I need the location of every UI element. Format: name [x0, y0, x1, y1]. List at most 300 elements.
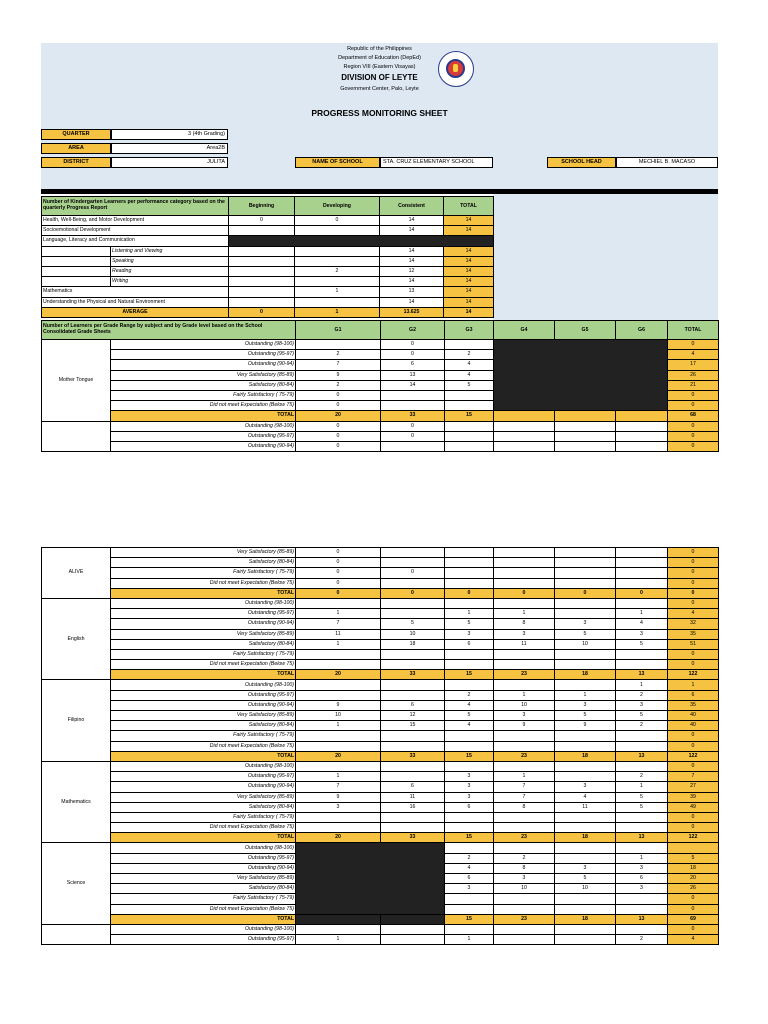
grade-cell: 15 — [445, 670, 494, 680]
grade-cell: 7 — [296, 360, 381, 370]
grade-row — [42, 431, 719, 441]
grade-row — [42, 782, 719, 792]
grade-total-cell: 0 — [668, 340, 719, 350]
kinder-cell — [229, 287, 295, 297]
grade-cell — [616, 411, 668, 421]
grade-cell: 0 — [296, 431, 381, 441]
kinder-row-spacer — [42, 256, 111, 266]
grade-total-cell: 0 — [668, 731, 719, 741]
grade-range-label: Very Satisfactory (85-89) — [111, 792, 296, 802]
grade-total-cell: 122 — [668, 833, 719, 843]
grade-cell: 3 — [616, 863, 668, 873]
grade-row — [42, 924, 719, 934]
grade-cell: 5 — [445, 619, 494, 629]
grade-cell — [616, 660, 668, 670]
kinder-row — [42, 216, 494, 226]
grade-cell — [381, 649, 445, 659]
grade-cell: 11 — [494, 639, 555, 649]
grade-cell: 20 — [296, 670, 381, 680]
grade-range-label: Outstanding (98-100) — [111, 340, 296, 350]
grade-range-label: Outstanding (90-94) — [111, 619, 296, 629]
grade-cell — [616, 904, 668, 914]
grade-cell — [445, 548, 494, 558]
grade-cell: 15 — [381, 721, 445, 731]
kinder-row-label: Language, Literacy and Communication — [42, 236, 229, 246]
grade-cell — [616, 843, 668, 853]
grade-cell: 11 — [381, 792, 445, 802]
grade-cell: 1 — [616, 782, 668, 792]
grade-cell — [296, 812, 381, 822]
grade-cell: 4 — [555, 792, 616, 802]
grade-range-label: Satisfactory (80-84) — [111, 380, 296, 390]
grade-cell: 4 — [445, 360, 494, 370]
grade-total-row — [42, 914, 719, 924]
grade-total-cell: 26 — [668, 884, 719, 894]
grade-cell — [616, 558, 668, 568]
grade-cell: 2 — [494, 853, 555, 863]
grade-row — [42, 629, 719, 639]
grade-cell — [445, 578, 494, 588]
grade-cell — [616, 894, 668, 904]
grade-cell — [296, 340, 381, 350]
kinder-cell — [229, 266, 295, 276]
grade-range-label: Fairly Satisfactory ( 75-79) — [111, 390, 296, 400]
grade-cell: 0 — [296, 548, 381, 558]
grade-row — [42, 619, 719, 629]
grade-cell — [555, 649, 616, 659]
average-cell: 13.625 — [380, 307, 444, 317]
grade-cell: 5 — [616, 639, 668, 649]
grade-range-label: Very Satisfactory (85-89) — [111, 370, 296, 380]
grade-total-cell: 0 — [668, 904, 719, 914]
grade-cell: 3 — [494, 874, 555, 884]
grade-range-label: Fairly Satisfactory ( 75-79) — [111, 649, 296, 659]
kinder-row-label: Understanding the Physical and Natural Environment — [42, 297, 229, 307]
kinder-row — [42, 246, 494, 256]
grade-cell — [381, 680, 445, 690]
grade-cell — [555, 578, 616, 588]
grade-cell: 0 — [296, 421, 381, 431]
grade-cell — [445, 761, 494, 771]
grade-range-label: Outstanding (98-100) — [111, 843, 296, 853]
average-label: AVERAGE — [42, 307, 229, 317]
grade-cell: 13 — [616, 833, 668, 843]
kinder-row — [42, 226, 494, 236]
grade-cell: 3 — [555, 863, 616, 873]
grade-cell: 2 — [445, 853, 494, 863]
grade-cell: 1 — [494, 772, 555, 782]
grade-cell: 0 — [296, 401, 381, 411]
grade-total-cell: 69 — [668, 914, 719, 924]
grade-range-label: Outstanding (90-94) — [111, 863, 296, 873]
grade-total-cell: 0 — [668, 401, 719, 411]
grade-cell: 8 — [494, 863, 555, 873]
grade-cell: 3 — [555, 619, 616, 629]
grade-cell — [555, 853, 616, 863]
kinder-cell — [295, 297, 380, 307]
grade-total-cell: 18 — [668, 863, 719, 873]
grade-cell: 14 — [381, 380, 445, 390]
grade-range-label: Did not meet Expectation (Below 75) — [111, 401, 296, 411]
kinder-cell: 2 — [295, 266, 380, 276]
grade-cell — [494, 680, 555, 690]
grade-cell — [494, 441, 555, 451]
grade-range-label: Did not meet Expectation (Below 75) — [111, 660, 296, 670]
grade-total-cell: 0 — [668, 660, 719, 670]
subject-name: Filipino — [42, 680, 111, 762]
grade-cell — [296, 741, 381, 751]
grade-row — [42, 802, 719, 812]
grade-cell — [296, 680, 381, 690]
blackout-cell — [381, 914, 445, 924]
grade-total-cell: 35 — [668, 700, 719, 710]
kinder-cell — [229, 297, 295, 307]
grade-row — [42, 792, 719, 802]
grade-cell: 3 — [445, 629, 494, 639]
grade-total-cell: 0 — [668, 823, 719, 833]
grade-cell: 33 — [381, 751, 445, 761]
total-label: TOTAL — [111, 588, 296, 598]
grade-total-cell: 7 — [668, 772, 719, 782]
grade-cell — [445, 568, 494, 578]
grade-cell — [555, 731, 616, 741]
grades-table-bottom — [41, 547, 719, 945]
total-label: TOTAL — [111, 833, 296, 843]
grade-cell — [445, 894, 494, 904]
grade-cell: 3 — [555, 782, 616, 792]
grade-cell — [616, 578, 668, 588]
grade-row — [42, 843, 719, 853]
grade-total-cell: 1 — [668, 680, 719, 690]
grade-total-cell: 39 — [668, 792, 719, 802]
grade-total-row — [42, 833, 719, 843]
grade-cell — [445, 924, 494, 934]
grade-cell — [296, 598, 381, 608]
grade-range-label: Did not meet Expectation (Below 75) — [111, 823, 296, 833]
kinder-row — [42, 236, 494, 246]
grade-cell — [445, 401, 494, 411]
grade-range-label: Outstanding (95-97) — [111, 690, 296, 700]
grade-cell — [494, 558, 555, 568]
grade-cell: 23 — [494, 833, 555, 843]
grade-cell — [555, 598, 616, 608]
kinder-title: Number of Kindergarten Learners per performance category based on the quarterly Progress Report — [42, 197, 229, 216]
grade-cell — [494, 731, 555, 741]
grade-cell — [555, 741, 616, 751]
grade-cell — [555, 935, 616, 945]
grade-cell: 0 — [296, 441, 381, 451]
kinder-cell: 14 — [444, 256, 494, 266]
grade-cell — [616, 548, 668, 558]
grade-total-row — [42, 751, 719, 761]
grade-cell: 33 — [381, 833, 445, 843]
grade-cell — [445, 558, 494, 568]
grade-range-label: Outstanding (90-94) — [111, 782, 296, 792]
grade-cell: 2 — [616, 935, 668, 945]
kinder-row-label: Speaking — [111, 256, 229, 266]
grade-range-label: Outstanding (95-97) — [111, 350, 296, 360]
grade-cell — [555, 660, 616, 670]
col-consistent: Consistent — [380, 197, 444, 216]
grade-total-cell: 5 — [668, 853, 719, 863]
grade-cell: 0 — [616, 588, 668, 598]
kinder-cell — [229, 226, 295, 236]
grade-cell: 1 — [445, 935, 494, 945]
kinder-row — [42, 266, 494, 276]
kinder-cell — [295, 246, 380, 256]
kinder-cell: 13 — [380, 287, 444, 297]
blackout-cell — [229, 236, 494, 246]
grade-cell: 18 — [555, 670, 616, 680]
grade-row — [42, 578, 719, 588]
grade-cell — [494, 421, 555, 431]
grade-total-cell: 20 — [668, 874, 719, 884]
grade-cell — [616, 649, 668, 659]
blackout-cell — [296, 914, 381, 924]
grade-cell: 15 — [445, 751, 494, 761]
district-label: DISTRICT — [41, 157, 111, 168]
grade-cell: 0 — [381, 588, 445, 598]
grade-cell — [494, 823, 555, 833]
total-label: TOTAL — [111, 670, 296, 680]
grade-cell — [616, 731, 668, 741]
grade-cell: 0 — [445, 588, 494, 598]
kinder-cell: 14 — [444, 277, 494, 287]
grade-cell: 0 — [555, 588, 616, 598]
kinder-cell: 1 — [295, 287, 380, 297]
grade-cell — [494, 411, 555, 421]
grade-total-cell: 32 — [668, 619, 719, 629]
grade-cell: 6 — [381, 700, 445, 710]
grade-total-cell: 0 — [668, 761, 719, 771]
grade-cell: 15 — [445, 411, 494, 421]
grade-cell: 5 — [616, 802, 668, 812]
grade-cell — [494, 924, 555, 934]
grade-cell — [445, 843, 494, 853]
col-developing: Developing — [295, 197, 380, 216]
grade-cell: 12 — [381, 711, 445, 721]
grade-range-label: Very Satisfactory (85-89) — [111, 548, 296, 558]
col-g6: G6 — [616, 321, 668, 340]
grade-cell: 4 — [616, 619, 668, 629]
grade-cell — [494, 548, 555, 558]
grade-cell — [616, 741, 668, 751]
grade-total-cell: 4 — [668, 609, 719, 619]
grade-range-label: Fairly Satisfactory ( 75-79) — [111, 731, 296, 741]
kinder-row-label: Listening and Viewing — [111, 246, 229, 256]
grade-cell: 1 — [555, 690, 616, 700]
grade-range-label: Outstanding (98-100) — [111, 761, 296, 771]
grade-row — [42, 721, 719, 731]
grade-total-cell: 0 — [668, 558, 719, 568]
grade-cell: 8 — [494, 619, 555, 629]
school-head-value: MECHIEL B. MACASO — [616, 157, 718, 168]
grade-cell: 2 — [296, 380, 381, 390]
grade-cell — [445, 680, 494, 690]
grade-cell: 7 — [494, 792, 555, 802]
grade-range-label: Outstanding (95-97) — [111, 431, 296, 441]
grade-cell — [555, 761, 616, 771]
kinder-row-label: Writing — [111, 277, 229, 287]
grade-range-label: Satisfactory (80-84) — [111, 802, 296, 812]
subject-name: Mother Tongue — [42, 340, 111, 422]
grade-cell — [616, 431, 668, 441]
grade-total-row — [42, 411, 719, 421]
grade-cell — [445, 731, 494, 741]
grade-cell — [381, 761, 445, 771]
grade-row — [42, 649, 719, 659]
grade-total-cell: 0 — [668, 924, 719, 934]
school-head-label: SCHOOL HEAD — [547, 157, 616, 168]
district-value: JULITA — [111, 157, 228, 168]
grade-row — [42, 761, 719, 771]
area-value: Area2B — [111, 143, 228, 154]
grade-total-cell: 68 — [668, 411, 719, 421]
grade-total-cell: 0 — [668, 421, 719, 431]
grade-row — [42, 823, 719, 833]
grade-total-cell: 6 — [668, 690, 719, 700]
grade-cell: 0 — [296, 558, 381, 568]
grade-cell: 2 — [296, 350, 381, 360]
grade-cell: 10 — [381, 629, 445, 639]
grade-cell: 0 — [494, 588, 555, 598]
col-g5: G5 — [555, 321, 616, 340]
grade-row — [42, 935, 719, 945]
quarter-value: 3 (4th Grading) — [111, 129, 228, 140]
grade-cell — [381, 731, 445, 741]
grade-cell: 3 — [445, 772, 494, 782]
grade-cell: 3 — [445, 782, 494, 792]
grade-range-label: Very Satisfactory (85-89) — [111, 629, 296, 639]
grade-row — [42, 340, 719, 350]
grade-cell: 2 — [616, 772, 668, 782]
grade-cell: 5 — [381, 619, 445, 629]
grades-table-top — [41, 320, 719, 452]
kinder-cell — [229, 277, 295, 287]
grade-cell: 13 — [616, 670, 668, 680]
grade-cell — [494, 660, 555, 670]
school-name-label: NAME OF SCHOOL — [295, 157, 380, 168]
grade-total-cell: 0 — [668, 812, 719, 822]
kinder-row-spacer — [42, 246, 111, 256]
grade-cell: 3 — [494, 711, 555, 721]
total-label: TOTAL — [111, 411, 296, 421]
col-beginning: Beginning — [229, 197, 295, 216]
grade-row — [42, 680, 719, 690]
grade-total-cell: 35 — [668, 629, 719, 639]
grade-cell — [616, 598, 668, 608]
kinder-row — [42, 256, 494, 266]
grade-cell — [555, 441, 616, 451]
grade-cell — [555, 772, 616, 782]
grade-total-cell: 0 — [668, 588, 719, 598]
grade-cell: 5 — [555, 711, 616, 721]
grade-row — [42, 731, 719, 741]
kinder-cell: 14 — [444, 226, 494, 236]
subject-name: Mathematics — [42, 761, 111, 843]
kinder-table — [41, 196, 494, 318]
kinder-cell: 14 — [444, 287, 494, 297]
grade-range-label: Outstanding (90-94) — [111, 441, 296, 451]
grade-total-cell: 0 — [668, 598, 719, 608]
grade-cell: 18 — [555, 914, 616, 924]
grade-cell — [445, 441, 494, 451]
division-address: Government Center, Palo, Leyte — [340, 86, 419, 92]
grade-cell: 18 — [381, 639, 445, 649]
subject-name: Science — [42, 843, 111, 925]
grade-cell — [296, 690, 381, 700]
blackout-cell — [494, 340, 668, 411]
grade-cell — [445, 660, 494, 670]
grade-cell — [381, 441, 445, 451]
kinder-cell — [229, 246, 295, 256]
grade-row — [42, 711, 719, 721]
grade-cell — [381, 558, 445, 568]
grade-range-label: Outstanding (98-100) — [111, 421, 296, 431]
grade-total-cell: 27 — [668, 782, 719, 792]
grade-total-cell: 4 — [668, 350, 719, 360]
kinder-cell — [229, 256, 295, 266]
grade-cell: 13 — [616, 914, 668, 924]
grade-range-label: Did not meet Expectation (Below 75) — [111, 741, 296, 751]
grade-row — [42, 598, 719, 608]
grade-range-label: Satisfactory (80-84) — [111, 884, 296, 894]
grade-cell: 5 — [616, 711, 668, 721]
grade-cell: 5 — [555, 874, 616, 884]
grade-cell: 11 — [296, 629, 381, 639]
grade-cell: 5 — [445, 380, 494, 390]
grade-cell: 3 — [616, 629, 668, 639]
kinder-row — [42, 277, 494, 287]
grade-range-label: Fairly Satisfactory ( 75-79) — [111, 568, 296, 578]
kinder-cell — [295, 226, 380, 236]
grade-cell: 0 — [381, 421, 445, 431]
grade-cell: 5 — [445, 711, 494, 721]
grade-range-label: Did not meet Expectation (Below 75) — [111, 904, 296, 914]
grade-cell — [445, 340, 494, 350]
grade-cell: 6 — [381, 360, 445, 370]
area-label: AREA — [41, 143, 111, 154]
grade-cell — [296, 649, 381, 659]
grade-cell — [616, 761, 668, 771]
grade-cell — [616, 421, 668, 431]
grade-range-label: Outstanding (90-94) — [111, 700, 296, 710]
grade-cell: 1 — [296, 721, 381, 731]
grade-total-cell — [668, 843, 719, 853]
kinder-row-spacer — [42, 266, 111, 276]
grade-total-cell: 0 — [668, 568, 719, 578]
grade-cell — [555, 904, 616, 914]
deped-seal-icon — [438, 51, 474, 87]
grade-cell: 6 — [445, 874, 494, 884]
grade-cell: 3 — [445, 792, 494, 802]
grade-cell: 16 — [381, 802, 445, 812]
grade-cell — [616, 441, 668, 451]
grade-total-cell: 122 — [668, 670, 719, 680]
average-cell: 1 — [295, 307, 380, 317]
grade-cell: 6 — [445, 639, 494, 649]
grade-cell — [381, 609, 445, 619]
grade-cell: 20 — [296, 751, 381, 761]
grade-cell: 3 — [296, 802, 381, 812]
total-label: TOTAL — [111, 914, 296, 924]
grade-cell — [445, 823, 494, 833]
grade-cell — [445, 421, 494, 431]
grade-row — [42, 558, 719, 568]
kinder-cell: 14 — [444, 216, 494, 226]
grade-row — [42, 772, 719, 782]
grade-range-label: Fairly Satisfactory ( 75-79) — [111, 894, 296, 904]
